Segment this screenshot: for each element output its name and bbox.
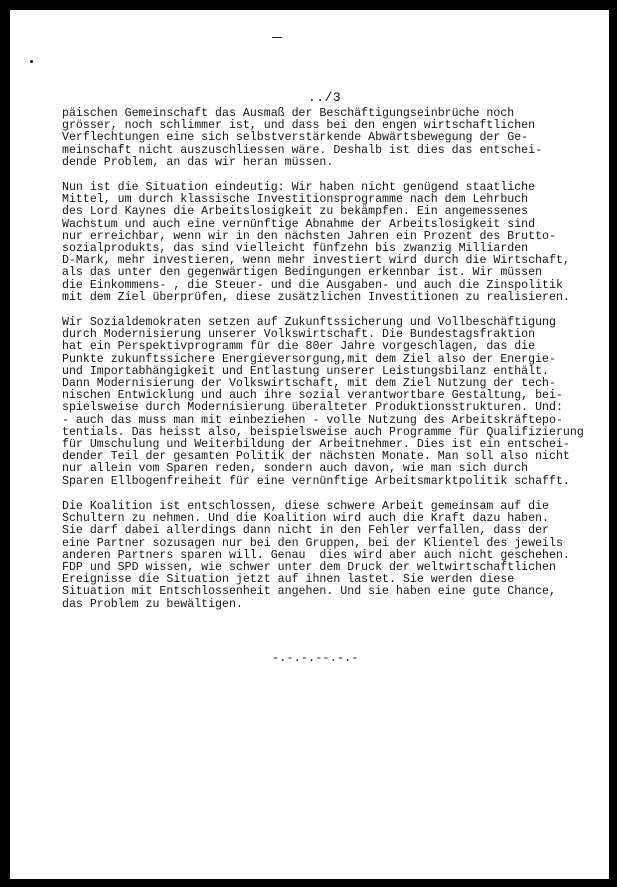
text-line: Die Koalition ist entschlossen, diese schwere Arbeit gemeinsam auf die [62,499,550,513]
text-line: Dann Modernisierung der Volkswirtschaft, mit dem Ziel Nutzung der tech- [62,377,556,391]
paragraph [62,182,609,304]
text-line: Ereignisse die Situation jetzt auf ihnen lastet. Sie werden diese [62,573,515,587]
text-line: des Lord Kaynes die Arbeitslosigkeit zu bekämpfen. Ein angemessenes [62,205,529,219]
text-line: sozialprodukts, das sind vielleicht fünfzehn bis zwanzig Milliarden [62,242,529,256]
text-line: nischen Entwicklung und auch ihre sozial verantwortbare Gestaltung, bei- [62,389,563,403]
text-line: tentials. Das heisst also, beispielsweise auch Programme für Qualifizierung [62,425,584,439]
text-line: D-Mark, mehr investieren, wenn mehr investiert wird durch die Wirtschaft, [62,254,570,268]
text-line: mit dem Ziel überprüfen, diese zusätzlichen Investitionen zu realisieren. [62,290,570,304]
text-line: Wachstum und auch eine vernünftige Abnahme der Arbeitslosigkeit sind [62,217,536,231]
text-line: - auch das muss man mit einbeziehen - volle Nutzung des Arbeitskräftepo- [62,413,563,427]
text-line: Punkte zukunftssichere Energieversorgung,mit dem Ziel also der Energie- [62,352,556,366]
text-line: nur allein vom Sparen reden, sondern auch davon, wie man sich durch [62,462,529,476]
text-line: das Problem zu bewältigen. [62,597,243,611]
text-line: als das unter den gegenwärtigen Bedingungen erkennbar ist. Wir müssen [62,266,543,280]
text-line: Sie darf dabei allerdings dann nicht in den Fehler verfallen, dass der [62,524,550,538]
text-line: für Umschulung und Weiterbildung der Arbeitnehmer. Dies ist ein entschei- [62,438,570,452]
paragraph [62,108,609,169]
text-line: nur erreichbar, wenn wir in den nächsten Jahren ein Prozent des Brutto- [62,229,556,243]
text-line: und Importabhängigkeit und Entlastung unserer Leistungsbilanz enthält. [62,364,550,378]
text-line: hat ein Perspektivprogramm für die 80er Jahre vorgeschlagen, das die [62,340,536,354]
text-line: Nun ist die Situation eindeutig: Wir haben nicht genügend staatliche [62,181,536,195]
text-line: die Einkommens- , die Steuer- und die Ausgaben- und auch die Zinspolitik [62,278,563,292]
scan-speck [272,37,282,38]
text-line: Mittel, um durch klassische Investitionsprogramme nach dem Lehrbuch [62,193,529,207]
text-line: durch Modernisierung unserer Volkswirtschaft. Die Bundestagsfraktion [62,328,536,342]
text-line: Situation mit Entschlossenheit angehen. Und sie haben eine gute Chance, [62,585,556,599]
paragraph [62,317,609,488]
text-line: eine Partner sozusagen nur bei den Gruppen, bei der Klientel des jeweils [62,536,563,550]
document-body [62,108,609,624]
text-line: Wir Sozialdemokraten setzen auf Zukunftssicherung und Vollbeschäftigung [62,316,556,330]
paragraph [62,501,609,611]
text-line: Sparen Ellbogenfreiheit für eine vernünftige Arbeitsmarktpolitik schafft. [62,474,570,488]
text-line: päischen Gemeinschaft das Ausmaß der Beschäftigungseinbrüche noch [62,107,515,120]
text-line: Schultern zu nehmen. Und die Koalition wird auch die Kraft dazu haben. [62,512,550,526]
text-line: Verflechtungen eine sich selbstverstärkende Abwärtsbewegung der Ge- [62,131,529,145]
text-line: meinschaft nicht auszuschliessen wäre. Deshalb ist dies das entschei- [62,143,543,157]
text-line: FDP und SPD wissen, wie schwer unter dem Druck der weltwirtschaftlichen [62,560,556,574]
text-line: anderen Partners sparen will. Genau dies wird aber auch nicht geschehen. [62,548,570,562]
text-line: spielsweise durch Modernisierung überalteter Produktionsstrukturen. Und: [62,401,563,415]
end-mark: -.-.-.--.-.- [272,651,359,665]
text-line: dender Teil der gesamten Politik der nächsten Monate. Man soll also nicht [62,450,570,464]
document-page [10,10,609,879]
page-number: ../3 [308,90,342,105]
text-line: dende Problem, an das wir heran müssen. [62,155,334,169]
scan-speck [30,60,33,63]
text-line: grösser, noch schlimmer ist, und dass bei den engen wirtschaftlichen [62,119,536,133]
